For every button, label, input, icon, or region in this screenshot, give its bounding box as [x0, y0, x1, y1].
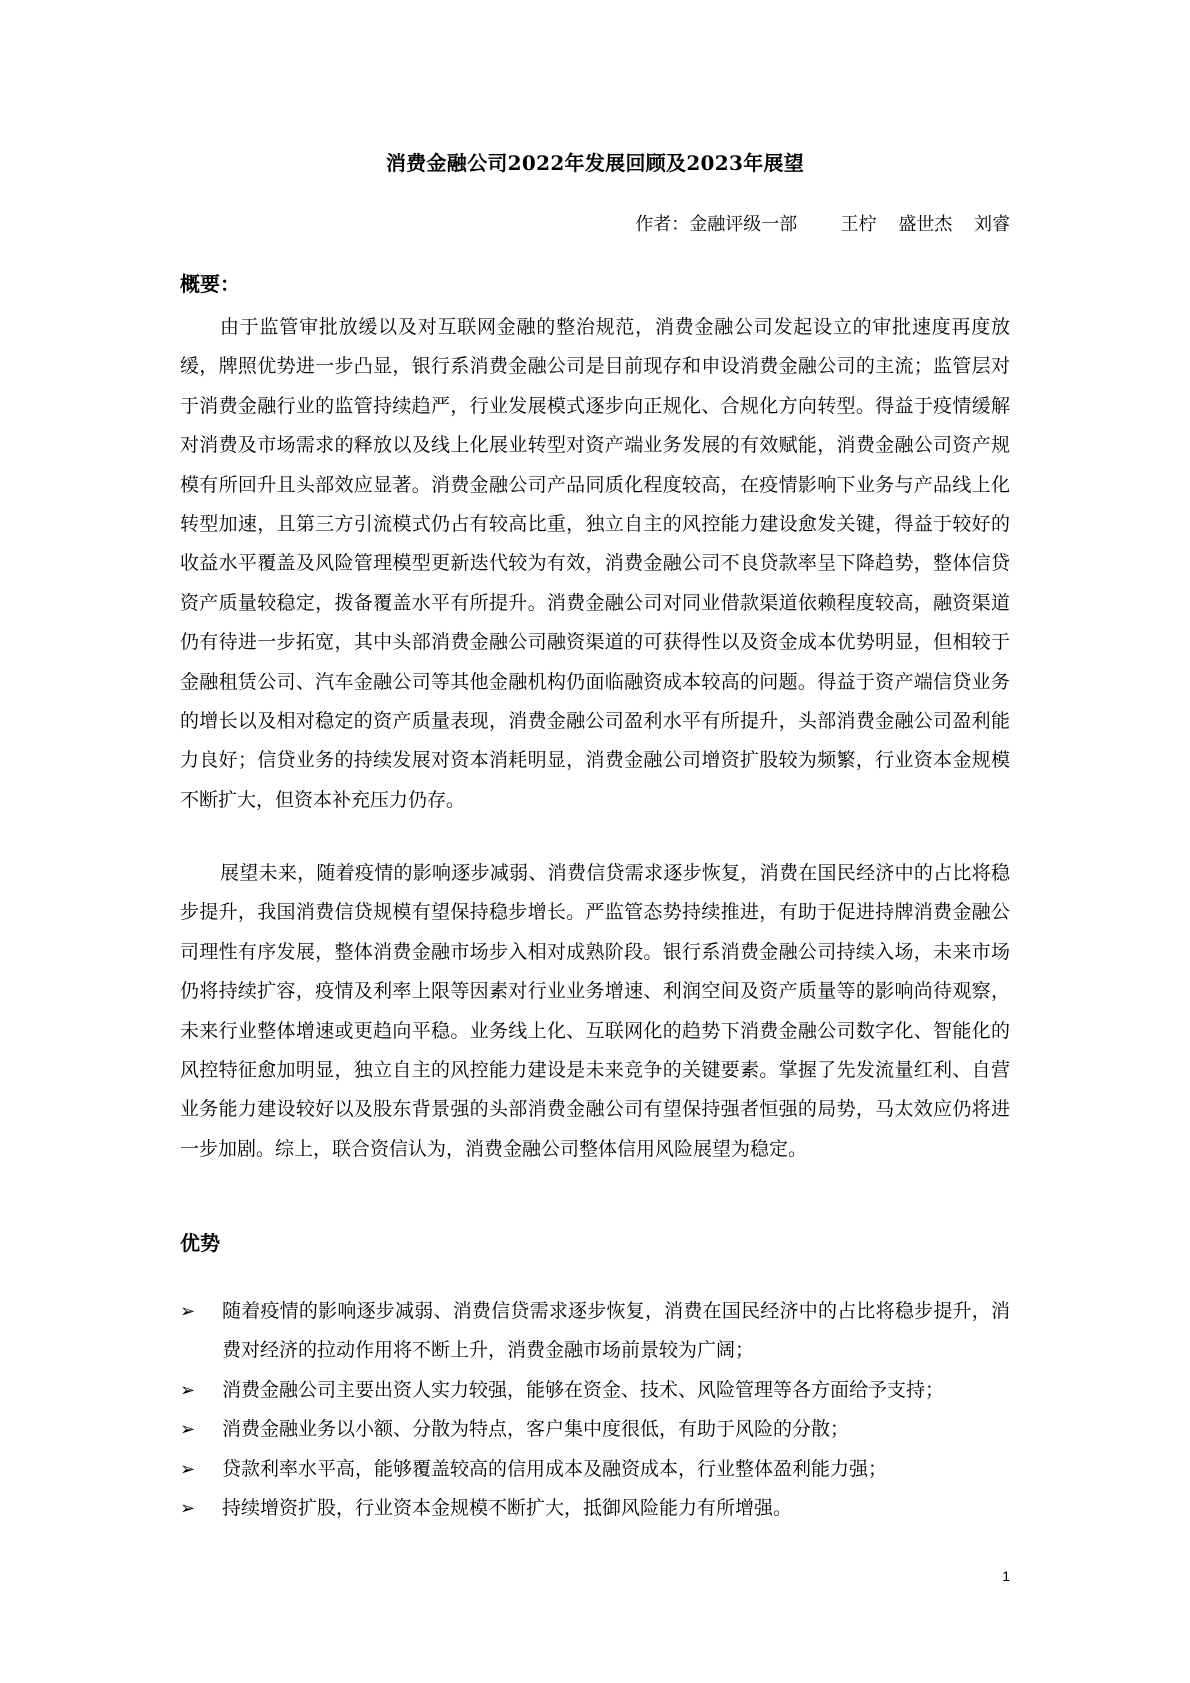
list-item-text: 消费金融业务以小额、分散为特点，客户集中度很低，有助于风险的分散；: [222, 1418, 850, 1441]
arrow-bullet-icon: ➢: [180, 1301, 196, 1322]
arrow-bullet-icon: ➢: [180, 1498, 196, 1520]
summary-paragraph-1: 由于监管审批放缓以及对互联网金融的整治规范，消费金融公司发起设立的审批速度再度放缓，牌照优势进一步凸显，银行系消费金融公司是目前现存和申设消费金融公司的主流；监管层对于消费金融行业的监管持续趋严，行业发展模式逐步向正规化、合规化方向转型。得益于疫情缓解对消费及市场需求的释放以及线上化展业转型对资产端业务发展的有效赋能，消费金融公司资产规模有所回升且头部效应显著。消费金融公司产品同质化程度较高，在疫情影响下业务与产品线上化转型加速，且第三方引流模式仍占有较高比重，独立自主的风控能力建设愈发关键，得益于较好的收益水平覆盖及风险管理模型更新迭代较为有效，消费金融公司不良贷款率呈下降趋势，整体信贷资产质量较稳定，拨备覆盖水平有所提升。消费金融公司对同业借款渠道依赖程度较高，融资渠道仍有待进一步拓宽，其中头部消费金融公司融资渠道的可获得性以及资金成本优势明显，但相较于金融租赁公司、汽车金融公司等其他金融机构仍面临融资成本较高的问题。得益于资产端信贷业务的增长以及相对稳定的资产质量表现，消费金融公司盈利水平有所提升，头部消费金融公司盈利能力良好；信贷业务的持续发展对资本消耗明显，消费金融公司增资扩股较为频繁，行业资本金规模不断扩大，但资本补充压力仍存。: [180, 316, 1010, 811]
document-title: 消费金融公司2022年发展回顾及2023年展望: [385, 151, 805, 175]
list-item-text: 持续增资扩股，行业资本金规模不断扩大，抵御风险能力有所增强。: [222, 1497, 793, 1520]
list-item: [180, 1489, 1010, 1528]
author-line: 作者：金融评级一部 王柠 盛世杰 刘睿: [635, 214, 1010, 235]
list-item: [180, 1292, 1010, 1371]
list-item-text: 贷款利率水平高，能够覆盖较高的信用成本及融资成本，行业整体盈利能力强；: [222, 1457, 888, 1480]
list-item: [180, 1371, 1010, 1410]
arrow-bullet-icon: ➢: [180, 1458, 196, 1480]
advantages-list: [180, 1292, 1010, 1528]
advantages-heading: 优势: [180, 1231, 220, 1255]
list-item-text: 消费金融公司主要出资人实力较强，能够在资金、技术、风险管理等各方面给予支持；: [222, 1378, 945, 1401]
arrow-bullet-icon: ➢: [180, 1419, 196, 1441]
list-item-text: 随着疫情的影响逐步减弱、消费信贷需求逐步恢复，消费在国民经济中的占比将稳步提升，消费对经济的拉动作用将不断上升，消费金融市场前景较为广阔；: [222, 1300, 1010, 1362]
summary-paragraph-2: 展望未来，随着疫情的影响逐步减弱、消费信贷需求逐步恢复，消费在国民经济中的占比将稳步提升，我国消费信贷规模有望保持稳步增长。严监管态势持续推进，有助于促进持牌消费金融公司理性有序发展，整体消费金融市场步入相对成熟阶段。银行系消费金融公司持续入场，未来市场仍将持续扩容，疫情及利率上限等因素对行业业务增速、利润空间及资产质量等的影响尚待观察，未来行业整体增速或更趋向平稳。业务线上化、互联网化的趋势下消费金融公司数字化、智能化的风控特征愈加明显，独立自主的风控能力建设是未来竞争的关键要素。掌握了先发流量红利、自营业务能力建设较好以及股东背景强的头部消费金融公司有望保持强者恒强的局势，马太效应仍将进一步加剧。综上，联合资信认为，消费金融公司整体信用风险展望为稳定。: [180, 862, 1010, 1160]
list-item: [180, 1410, 1010, 1449]
page-number: 1: [1002, 1568, 1010, 1584]
summary-heading: 概要：: [180, 272, 240, 296]
list-item: [180, 1450, 1010, 1489]
arrow-bullet-icon: ➢: [180, 1379, 196, 1401]
